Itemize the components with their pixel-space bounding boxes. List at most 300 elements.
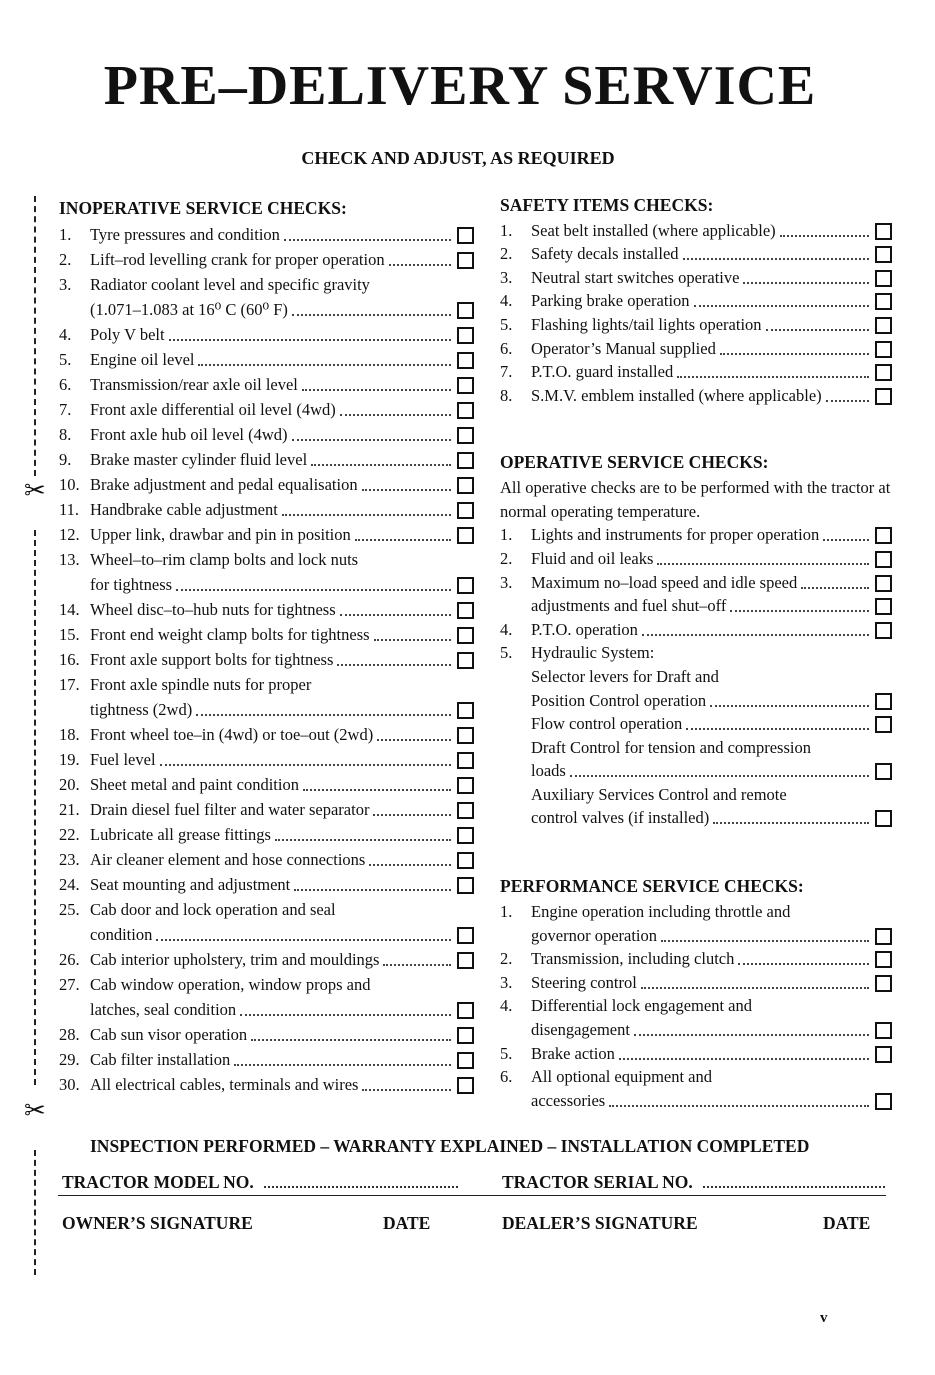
checkbox-icon[interactable]	[875, 551, 892, 568]
dot-leader	[156, 938, 451, 941]
dot-leader	[766, 328, 869, 331]
item-label: (1.071–1.083 at 16⁰ C (60⁰ F)	[90, 300, 288, 319]
item-number: 6.	[500, 338, 513, 358]
dot-leader	[311, 463, 451, 466]
item-label: Engine operation including throttle and	[531, 902, 791, 922]
checklist-row	[500, 1066, 892, 1090]
item-label: Flow control operation	[531, 714, 683, 734]
item-number: 1.	[500, 220, 513, 240]
item-label: Handbrake cable adjustment	[90, 500, 278, 519]
checkbox-icon[interactable]	[457, 577, 474, 594]
item-number: 1.	[500, 902, 513, 922]
checklist-row	[59, 947, 474, 972]
checklist-row	[59, 1047, 474, 1072]
inspection-statement: INSPECTION PERFORMED – WARRANTY EXPLAINED – INSTALLATION COMPLETED	[90, 1136, 810, 1156]
page-title: PRE–DELIVERY SERVICE	[103, 55, 817, 117]
item-number: 2.	[500, 949, 513, 969]
checkbox-icon[interactable]	[457, 1002, 474, 1019]
item-label: Air cleaner element and hose connections	[90, 850, 366, 869]
item-number: 28.	[59, 1025, 80, 1044]
dot-leader	[738, 962, 869, 965]
item-number: 19.	[59, 750, 80, 769]
checkbox-icon[interactable]	[457, 1077, 474, 1094]
item-label: accessories	[531, 1090, 606, 1110]
item-number: 3.	[500, 572, 513, 592]
item-label: Differential lock engagement and	[531, 996, 752, 1016]
checklist-row	[59, 247, 474, 272]
item-number: 18.	[59, 725, 80, 744]
item-label: All electrical cables, terminals and wires	[90, 1075, 359, 1094]
item-label: Cab door and lock operation and seal	[90, 900, 336, 919]
dot-leader	[713, 821, 869, 824]
item-label: Fuel level	[90, 750, 156, 769]
item-number: 5.	[500, 643, 513, 663]
checklist-row	[59, 472, 474, 497]
checkbox-icon[interactable]	[875, 527, 892, 544]
dot-leader	[780, 234, 869, 237]
checklist-row	[59, 722, 474, 747]
checkbox-icon[interactable]	[457, 452, 474, 469]
item-label: Draft Control for tension and compression	[531, 737, 811, 757]
checklist-row	[500, 384, 892, 408]
dealer-signature-label: DEALER’S SIGNATURE	[502, 1213, 698, 1233]
item-number: 5.	[500, 1043, 513, 1063]
item-label: control valves (if installed)	[531, 808, 710, 828]
item-label: Cab window operation, window props and	[90, 975, 371, 994]
dot-leader	[198, 363, 451, 366]
checklist-row	[59, 672, 474, 697]
checkbox-icon[interactable]	[875, 716, 892, 733]
item-label: Radiator coolant level and specific gravity	[90, 275, 370, 294]
item-number: 3.	[59, 275, 72, 294]
operative-checks	[500, 524, 892, 831]
item-number: 24.	[59, 875, 80, 894]
item-number: 5.	[500, 314, 513, 334]
item-number: 30.	[59, 1075, 80, 1094]
performance-checks	[500, 900, 892, 1112]
checkbox-icon[interactable]	[875, 951, 892, 968]
checklist-row	[500, 313, 892, 337]
item-label: P.T.O. operation	[531, 619, 638, 639]
tractor-serial-label: TRACTOR SERIAL NO.	[502, 1172, 693, 1192]
dot-leader	[686, 727, 869, 730]
checkbox-icon[interactable]	[875, 1093, 892, 1110]
checklist-row	[59, 272, 474, 297]
checklist-row	[59, 1072, 474, 1097]
dot-leader	[340, 413, 451, 416]
checkbox-icon[interactable]	[875, 341, 892, 358]
checkbox-icon[interactable]	[457, 327, 474, 344]
owner-signature-label: OWNER’S SIGNATURE	[62, 1213, 253, 1233]
dot-leader	[275, 838, 451, 841]
checkbox-icon[interactable]	[875, 270, 892, 287]
dot-leader	[284, 238, 451, 241]
dot-leader	[377, 738, 451, 741]
dot-leader	[292, 313, 451, 316]
checkbox-icon[interactable]	[875, 975, 892, 992]
operative-heading: OPERATIVE SERVICE CHECKS:	[500, 451, 769, 472]
item-label: Brake action	[531, 1043, 615, 1063]
tractor-model-field[interactable]	[62, 1172, 458, 1193]
checkbox-icon[interactable]	[457, 477, 474, 494]
checkbox-icon[interactable]	[457, 227, 474, 244]
checkbox-icon[interactable]	[875, 223, 892, 240]
checklist-row	[59, 972, 474, 997]
item-label: Transmission/rear axle oil level	[90, 375, 298, 394]
checkbox-icon[interactable]	[457, 777, 474, 794]
item-label: Parking brake operation	[531, 291, 690, 311]
checkbox-icon[interactable]	[457, 827, 474, 844]
item-number: 2.	[500, 244, 513, 264]
scissors-icon: ✂	[24, 1096, 46, 1125]
checklist-row	[500, 900, 892, 924]
item-label: P.T.O. guard installed	[531, 362, 674, 382]
dot-leader	[292, 438, 451, 441]
checkbox-icon[interactable]	[457, 802, 474, 819]
dot-leader	[251, 1038, 451, 1041]
checkbox-icon[interactable]	[457, 427, 474, 444]
dot-leader	[661, 939, 869, 942]
dot-leader	[362, 488, 451, 491]
checkbox-icon[interactable]	[457, 252, 474, 269]
item-label: Lights and instruments for proper operation	[531, 525, 820, 545]
dot-leader	[634, 1033, 869, 1036]
checklist-row	[500, 783, 892, 807]
checkbox-icon[interactable]	[875, 1022, 892, 1039]
checklist-row	[500, 924, 892, 948]
dot-leader	[657, 562, 869, 565]
checklist-row	[59, 547, 474, 572]
checklist-row	[59, 522, 474, 547]
item-label: Cab interior upholstery, trim and mouldings	[90, 950, 380, 969]
inoperative-checks	[59, 196, 474, 1097]
cut-line-middle	[34, 530, 36, 1085]
checklist-row	[500, 219, 892, 243]
inoperative-heading: INOPERATIVE SERVICE CHECKS:	[59, 198, 347, 218]
dealer-date-label: DATE	[823, 1213, 871, 1233]
checklist-row	[500, 1018, 892, 1042]
item-number: 9.	[59, 450, 72, 469]
item-number: 4.	[59, 325, 72, 344]
checklist-row	[500, 618, 892, 642]
item-label: All optional equipment and	[531, 1067, 713, 1087]
dot-leader	[710, 704, 869, 707]
item-number: 11.	[59, 500, 80, 519]
item-number: 2.	[500, 548, 513, 568]
checkbox-icon[interactable]	[457, 502, 474, 519]
checkbox-icon[interactable]	[457, 877, 474, 894]
checkbox-icon[interactable]	[875, 598, 892, 615]
checklist-row	[59, 922, 474, 947]
page-number: v	[820, 1310, 828, 1326]
dot-leader	[369, 863, 451, 866]
dot-leader	[355, 538, 451, 541]
checklist-row	[59, 372, 474, 397]
item-label: Seat mounting and adjustment	[90, 875, 291, 894]
checkbox-icon[interactable]	[875, 1046, 892, 1063]
checklist-row	[500, 361, 892, 385]
dot-leader	[340, 613, 451, 616]
checkbox-icon[interactable]	[457, 302, 474, 319]
footer-rule	[58, 1195, 886, 1196]
item-label: Front axle spindle nuts for proper	[90, 675, 312, 694]
owner-date-label: DATE	[383, 1213, 431, 1233]
dot-leader	[694, 304, 869, 307]
dot-leader	[720, 352, 869, 355]
item-label: Flashing lights/tail lights operation	[531, 314, 762, 334]
checklist-row	[500, 595, 892, 619]
dot-leader	[823, 538, 869, 541]
checklist-row	[59, 322, 474, 347]
checkbox-icon[interactable]	[875, 388, 892, 405]
item-label: Wheel disc–to–hub nuts for tightness	[90, 600, 336, 619]
checkbox-icon[interactable]	[457, 627, 474, 644]
dot-leader	[337, 663, 451, 666]
dot-leader	[641, 986, 869, 989]
checkbox-icon[interactable]	[457, 927, 474, 944]
checklist-row	[500, 1042, 892, 1066]
item-number: 25.	[59, 900, 80, 919]
item-label: Cab filter installation	[90, 1050, 231, 1069]
item-number: 27.	[59, 975, 80, 994]
tractor-model-label: TRACTOR MODEL NO.	[62, 1172, 254, 1192]
checkbox-icon[interactable]	[875, 364, 892, 381]
item-number: 12.	[59, 525, 80, 544]
item-number: 1.	[500, 525, 513, 545]
operative-intro: All operative checks are to be performed with the tractor at normal operating temperature.	[500, 477, 891, 521]
item-label: S.M.V. emblem installed (where applicable)	[531, 385, 822, 405]
checkbox-icon[interactable]	[457, 702, 474, 719]
item-number: 7.	[59, 400, 72, 419]
dot-leader	[730, 609, 869, 612]
checkbox-icon[interactable]	[457, 952, 474, 969]
item-number: 2.	[59, 250, 72, 269]
item-number: 6.	[500, 1067, 513, 1087]
dot-leader	[176, 588, 451, 591]
checklist-row	[500, 290, 892, 314]
checkbox-icon[interactable]	[457, 652, 474, 669]
right-column	[500, 193, 892, 1113]
item-number: 1.	[59, 225, 72, 244]
dot-leader	[240, 1013, 451, 1016]
checklist-row	[59, 1022, 474, 1047]
item-label: Safety decals installed	[531, 244, 679, 264]
item-label: Front end weight clamp bolts for tightness	[90, 625, 370, 644]
checklist-row	[500, 948, 892, 972]
checklist-row	[59, 847, 474, 872]
item-label: Brake adjustment and pedal equalisation	[90, 475, 358, 494]
item-label: Fluid and oil leaks	[531, 548, 654, 568]
item-number: 6.	[59, 375, 72, 394]
item-label: Auxiliary Services Control and remote	[531, 784, 787, 804]
checklist-row	[59, 997, 474, 1022]
item-number: 8.	[500, 385, 513, 405]
checklist-row	[59, 622, 474, 647]
checklist-row	[59, 897, 474, 922]
checklist-row	[500, 689, 892, 713]
item-number: 16.	[59, 650, 80, 669]
item-label: Hydraulic System:	[531, 643, 655, 663]
dot-leader	[383, 963, 451, 966]
checklist-row	[500, 266, 892, 290]
item-number: 10.	[59, 475, 80, 494]
checkbox-icon[interactable]	[875, 693, 892, 710]
checklist-row	[59, 697, 474, 722]
checklist-row	[59, 222, 474, 247]
checklist-row	[500, 736, 892, 760]
item-label: Front axle hub oil level (4wd)	[90, 425, 288, 444]
page-subtitle: CHECK AND ADJUST, AS REQUIRED	[301, 148, 615, 168]
item-label: Lubricate all grease fittings	[90, 825, 271, 844]
scissors-icon: ✂	[24, 476, 46, 505]
checklist-row	[59, 422, 474, 447]
checkbox-icon[interactable]	[875, 317, 892, 334]
tractor-serial-field[interactable]	[502, 1172, 885, 1193]
checklist-row	[500, 642, 892, 666]
item-number: 20.	[59, 775, 80, 794]
item-label: Neutral start switches operative	[531, 267, 740, 287]
dot-leader	[373, 813, 451, 816]
checklist-row	[500, 713, 892, 737]
item-number: 13.	[59, 550, 80, 569]
checklist-row	[500, 807, 892, 831]
safety-checks	[500, 219, 892, 408]
checklist-row	[59, 597, 474, 622]
item-number: 7.	[500, 362, 513, 382]
item-label: Poly V belt	[90, 325, 165, 344]
checklist-row	[59, 797, 474, 822]
item-number: 4.	[500, 996, 513, 1016]
checkbox-icon[interactable]	[875, 575, 892, 592]
dot-leader	[196, 713, 451, 716]
dot-leader	[570, 774, 869, 777]
checklist-row	[500, 665, 892, 689]
checklist-row	[59, 747, 474, 772]
checklist-row	[500, 547, 892, 571]
dot-leader	[642, 633, 869, 636]
item-number: 29.	[59, 1050, 80, 1069]
checklist-row	[59, 497, 474, 522]
checklist-row	[59, 822, 474, 847]
dot-leader	[609, 1104, 869, 1107]
cut-line-lower	[34, 1150, 36, 1275]
dot-leader	[169, 338, 451, 341]
checkbox-icon[interactable]	[875, 763, 892, 780]
item-label: tightness (2wd)	[90, 700, 193, 719]
dot-leader	[160, 763, 451, 766]
item-label: loads	[531, 761, 566, 781]
item-label: Seat belt installed (where applicable)	[531, 220, 776, 240]
item-number: 23.	[59, 850, 80, 869]
checklist-row	[59, 297, 474, 322]
item-label: Front wheel toe–in (4wd) or toe–out (2wd)	[90, 725, 374, 744]
dot-leader	[282, 513, 451, 516]
dot-leader	[743, 281, 869, 284]
checkbox-icon[interactable]	[457, 727, 474, 744]
item-label: Operator’s Manual supplied	[531, 338, 716, 358]
item-number: 4.	[500, 291, 513, 311]
checkbox-icon[interactable]	[457, 377, 474, 394]
item-number: 4.	[500, 619, 513, 639]
item-label: Position Control operation	[531, 690, 707, 710]
checkbox-icon[interactable]	[457, 402, 474, 419]
checkbox-icon[interactable]	[457, 1027, 474, 1044]
checklist-row	[500, 1089, 892, 1113]
item-label: Selector levers for Draft and	[531, 666, 719, 686]
item-label: Front axle support bolts for tightness	[90, 650, 334, 669]
item-number: 21.	[59, 800, 80, 819]
cut-line-upper	[34, 196, 36, 476]
dot-leader	[362, 1088, 451, 1091]
checkbox-icon[interactable]	[457, 852, 474, 869]
item-label: Engine oil level	[90, 350, 195, 369]
checklist-row	[500, 995, 892, 1019]
checkbox-icon[interactable]	[875, 293, 892, 310]
item-label: Transmission, including clutch	[531, 949, 735, 969]
item-label: Cab sun visor operation	[90, 1025, 248, 1044]
checklist-row	[500, 571, 892, 595]
item-label: governor operation	[531, 925, 657, 945]
checklist-row	[59, 772, 474, 797]
dot-leader	[303, 788, 451, 791]
dot-leader	[801, 586, 869, 589]
item-label: Maximum no–load speed and idle speed	[531, 572, 798, 592]
item-label: Brake master cylinder fluid level	[90, 450, 308, 469]
checklist-row	[500, 524, 892, 548]
item-number: 17.	[59, 675, 80, 694]
item-label: for tightness	[90, 575, 173, 594]
checklist-row	[59, 397, 474, 422]
checkbox-icon[interactable]	[875, 810, 892, 827]
item-number: 8.	[59, 425, 72, 444]
checklist-row	[59, 872, 474, 897]
checklist-row	[500, 243, 892, 267]
item-label: Sheet metal and paint condition	[90, 775, 299, 794]
checkbox-icon[interactable]	[457, 1052, 474, 1069]
item-label: Wheel–to–rim clamp bolts and lock nuts	[90, 550, 359, 569]
checklist-row	[59, 447, 474, 472]
dot-leader	[294, 888, 451, 891]
dot-leader	[826, 399, 869, 402]
checkbox-icon[interactable]	[875, 246, 892, 263]
item-label: Steering control	[531, 972, 637, 992]
checklist-row	[59, 347, 474, 372]
item-number: 3.	[500, 267, 513, 287]
item-number: 26.	[59, 950, 80, 969]
dot-leader	[302, 388, 451, 391]
performance-heading: PERFORMANCE SERVICE CHECKS:	[500, 876, 804, 897]
item-label: Tyre pressures and condition	[90, 225, 280, 244]
checkbox-icon[interactable]	[875, 622, 892, 639]
item-number: 22.	[59, 825, 80, 844]
safety-heading: SAFETY ITEMS CHECKS:	[500, 195, 714, 215]
checklist-row	[500, 337, 892, 361]
dot-leader	[619, 1057, 869, 1060]
item-label: condition	[90, 925, 153, 944]
item-label: latches, seal condition	[90, 1000, 237, 1019]
checkbox-icon[interactable]	[457, 527, 474, 544]
dot-leader	[374, 638, 451, 641]
item-number: 3.	[500, 972, 513, 992]
item-number: 15.	[59, 625, 80, 644]
checkbox-icon[interactable]	[875, 928, 892, 945]
checkbox-icon[interactable]	[457, 352, 474, 369]
checklist-row	[500, 760, 892, 784]
checkbox-icon[interactable]	[457, 752, 474, 769]
item-label: Drain diesel fuel filter and water separator	[90, 800, 370, 819]
item-number: 5.	[59, 350, 72, 369]
checkbox-icon[interactable]	[457, 602, 474, 619]
